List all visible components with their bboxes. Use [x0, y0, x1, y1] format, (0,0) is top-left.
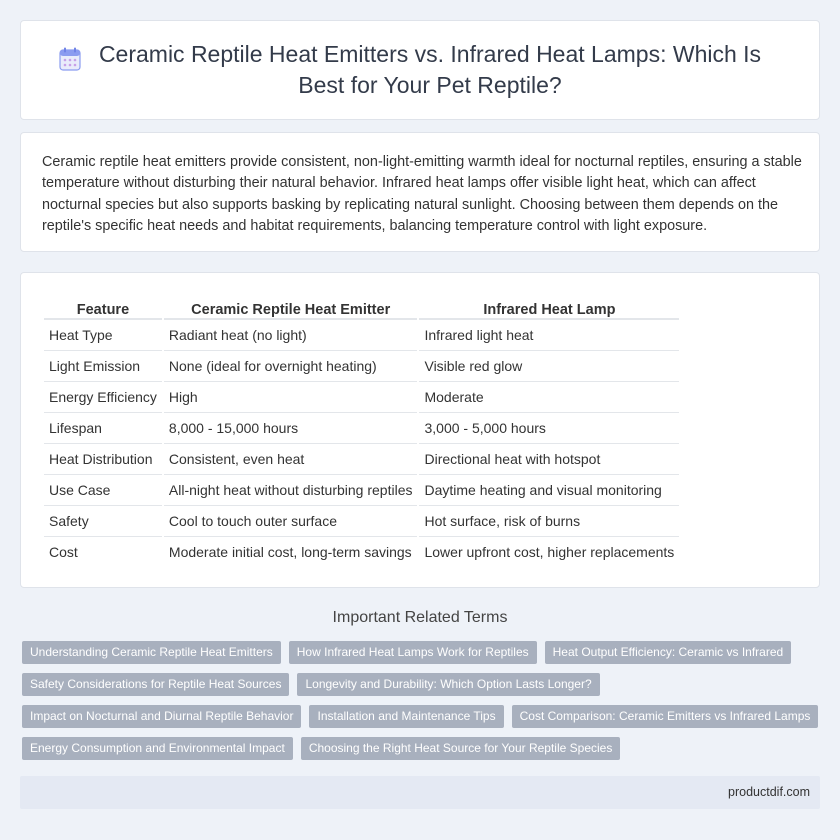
related-terms-heading: Important Related Terms [332, 609, 508, 626]
related-term-link[interactable]: Understanding Ceramic Reptile Heat Emitters [22, 641, 281, 664]
table-row [44, 443, 679, 474]
ceramic-cell: Cool to touch outer surface [164, 505, 418, 536]
infrared-cell: Moderate [419, 381, 679, 412]
table-row [44, 319, 679, 350]
related-term-link[interactable]: Impact on Nocturnal and Diurnal Reptile Behavior [22, 705, 301, 728]
infrared-cell: Infrared light heat [419, 319, 679, 350]
infrared-cell: Hot surface, risk of burns [419, 505, 679, 536]
table-row [44, 536, 679, 567]
feature-cell: Heat Type [44, 319, 162, 350]
related-terms-list [22, 641, 822, 760]
feature-cell: Light Emission [44, 350, 162, 381]
infrared-cell: Lower upfront cost, higher replacements [419, 536, 679, 567]
table-row [44, 474, 679, 505]
feature-cell: Lifespan [44, 412, 162, 443]
table-row [44, 412, 679, 443]
feature-cell: Energy Efficiency [44, 381, 162, 412]
feature-cell: Heat Distribution [44, 443, 162, 474]
page-title: Ceramic Reptile Heat Emitters vs. Infrared Heat Lamps: Which Is Best for Your Pet Reptile? [98, 41, 762, 98]
feature-cell: Use Case [44, 474, 162, 505]
column-header-ceramic: Ceramic Reptile Heat Emitter [164, 295, 418, 319]
ceramic-cell: None (ideal for overnight heating) [164, 350, 418, 381]
feature-cell: Safety [44, 505, 162, 536]
header-card [20, 20, 820, 120]
table-row [44, 350, 679, 381]
intro-card [20, 132, 820, 252]
table-header-row [44, 295, 679, 319]
infrared-cell: Directional heat with hotspot [419, 443, 679, 474]
related-term-link[interactable]: Heat Output Efficiency: Ceramic vs Infrared [545, 641, 792, 664]
footer-bar [20, 776, 820, 809]
related-term-link[interactable]: Energy Consumption and Environmental Impact [22, 737, 293, 760]
comparison-card [20, 272, 820, 588]
table-row [44, 505, 679, 536]
column-header-feature: Feature [44, 295, 162, 319]
infrared-cell: Daytime heating and visual monitoring [419, 474, 679, 505]
ceramic-cell: All-night heat without disturbing reptiles [164, 474, 418, 505]
infrared-cell: 3,000 - 5,000 hours [419, 412, 679, 443]
ceramic-cell: Radiant heat (no light) [164, 319, 418, 350]
related-term-link[interactable]: How Infrared Heat Lamps Work for Reptiles [289, 641, 537, 664]
infrared-cell: Visible red glow [419, 350, 679, 381]
ceramic-cell: 8,000 - 15,000 hours [164, 412, 418, 443]
feature-cell: Cost [44, 536, 162, 567]
ceramic-cell: Consistent, even heat [164, 443, 418, 474]
ceramic-cell: Moderate initial cost, long-term savings [164, 536, 418, 567]
table-row [44, 381, 679, 412]
related-term-link[interactable]: Cost Comparison: Ceramic Emitters vs Infrared Lamps [512, 705, 819, 728]
related-term-link[interactable]: Choosing the Right Heat Source for Your Reptile Species [301, 737, 621, 760]
site-domain[interactable]: productdif.com [728, 785, 810, 799]
related-term-link[interactable]: Safety Considerations for Reptile Heat Sources [22, 673, 289, 696]
intro-paragraph: Ceramic reptile heat emitters provide consistent, non-light-emitting warmth ideal for nocturnal reptiles, ensuring a stable temperature without disturbing their natural behavior. Infrared heat lamps offer visible light heat, which can affect nocturnal species but also supports basking by replicating natural sunlight. Choosing between them depends on the reptile's specific heat needs and habitat requirements, balancing temperature control with light exposure. [42, 154, 802, 235]
column-header-infrared: Infrared Heat Lamp [419, 295, 679, 319]
ceramic-cell: High [164, 381, 418, 412]
related-term-link[interactable]: Installation and Maintenance Tips [309, 705, 503, 728]
related-term-link[interactable]: Longevity and Durability: Which Option Lasts Longer? [297, 673, 599, 696]
comparison-table [42, 295, 681, 567]
